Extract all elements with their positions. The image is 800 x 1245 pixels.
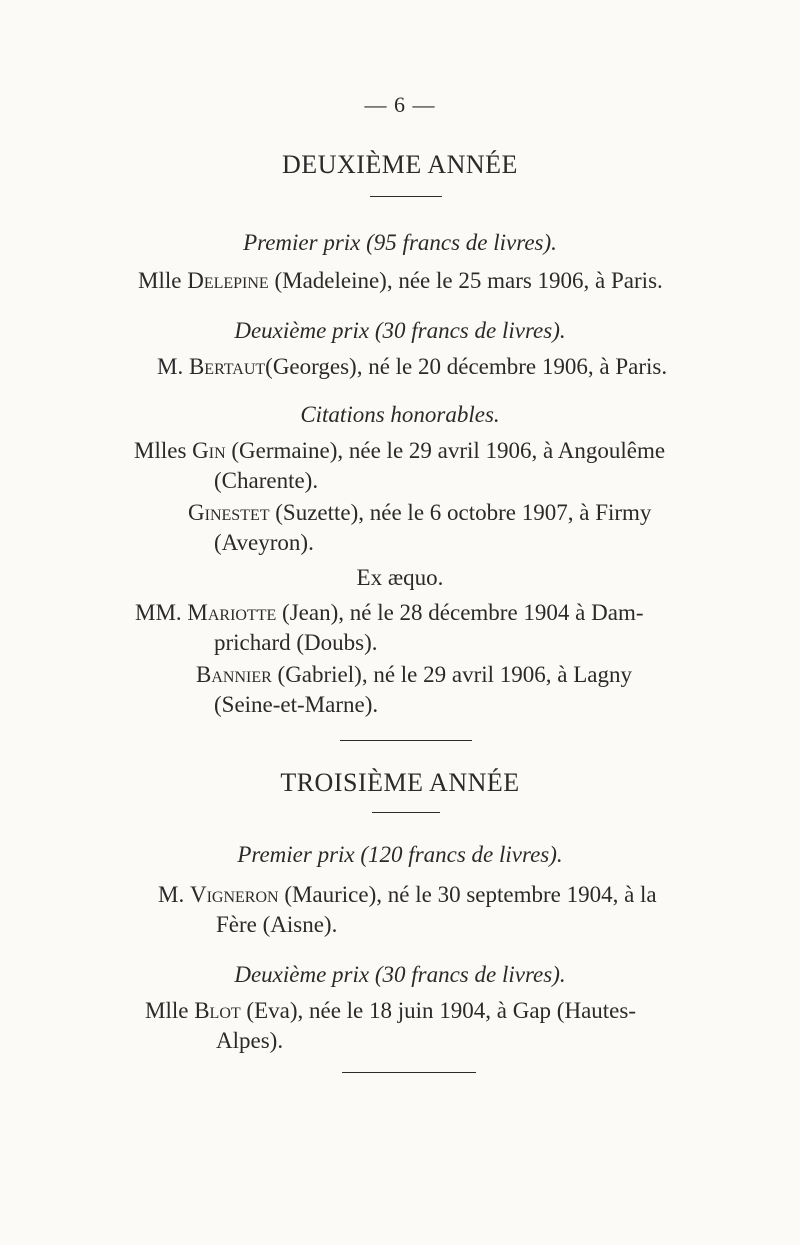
citation-continuation: (Charente).	[214, 468, 319, 493]
section-divider	[342, 1072, 476, 1073]
citation-entry	[188, 500, 651, 526]
entry-surname: Ginestet	[188, 500, 270, 525]
entry-surname: Delepine	[187, 268, 269, 293]
entry-details: (Maurice), né le 30 septembre 1904, à la	[278, 882, 657, 907]
citation-continuation: (Seine-et-Marne).	[214, 692, 379, 717]
entry-details: (Madeleine), née le 25 mars 1906, à Paris.	[268, 268, 663, 293]
entry-prefix: Mlle	[138, 268, 182, 293]
citation-entry	[134, 438, 665, 464]
entry-details: (Suzette), née le 6 octobre 1907, à Firmy	[269, 500, 652, 525]
entry-surname: Mariotte	[187, 600, 277, 625]
citation-continuation: prichard (Doubs).	[214, 630, 378, 655]
citations-title: Citations honorables.	[300, 402, 500, 427]
section-heading: DEUXIÈME ANNÉE	[282, 150, 518, 179]
section-divider	[340, 740, 472, 741]
entry-continuation: Fère (Aisne).	[216, 912, 338, 937]
citation-entry	[135, 600, 644, 626]
entry-prefix: M.	[158, 882, 185, 907]
prize-entry	[145, 998, 636, 1024]
entry-surname: Blot	[194, 998, 241, 1023]
entry-details: (Gabriel), né le 29 avril 1906, à Lagny	[271, 662, 632, 687]
entry-prefix: Mlle	[145, 998, 189, 1023]
prize-title: Premier prix (95 francs de livres).	[243, 230, 557, 255]
page-number: — 6 —	[364, 92, 436, 117]
entry-prefix: M.	[157, 354, 184, 379]
prize-title: Premier prix (120 francs de livres).	[237, 842, 563, 867]
heading-rule	[370, 196, 442, 197]
prize-entry	[138, 268, 663, 294]
prize-title: Deuxième prix (30 francs de livres).	[234, 318, 566, 343]
entry-surname: Bertaut	[188, 354, 266, 379]
entry-details: (Georges), né le 20 décembre 1906, à Paris.	[265, 354, 668, 379]
entry-surname: Vigneron	[189, 882, 279, 907]
entry-details: (Eva), née le 18 juin 1904, à Gap (Hautes-	[240, 998, 636, 1023]
entry-surname: Gin	[192, 438, 226, 463]
entry-surname: Bannier	[196, 662, 272, 687]
entry-details: (Jean), né le 28 décembre 1904 à Dam-	[276, 600, 644, 625]
entry-prefix: MM.	[135, 600, 182, 625]
entry-continuation: Alpes).	[216, 1028, 284, 1053]
entry-prefix: Mlles	[134, 438, 187, 463]
ex-aequo: Ex æquo.	[356, 565, 444, 590]
section-heading: TROISIÈME ANNÉE	[280, 768, 520, 797]
heading-rule	[372, 812, 440, 813]
prize-entry	[157, 354, 667, 380]
citation-continuation: (Aveyron).	[214, 530, 314, 555]
entry-details: (Germaine), née le 29 avril 1906, à Angoulême	[225, 438, 666, 463]
citation-entry	[196, 662, 632, 688]
prize-title: Deuxième prix (30 francs de livres).	[234, 962, 566, 987]
prize-entry	[158, 882, 657, 908]
